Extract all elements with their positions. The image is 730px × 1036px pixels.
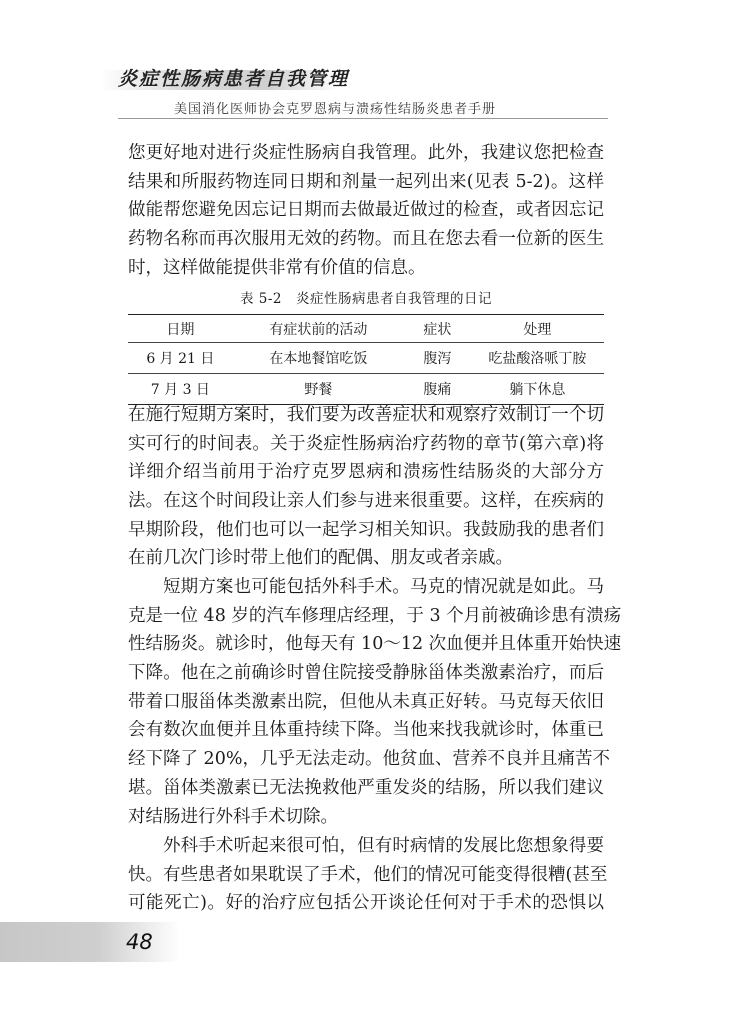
self-management-diary-table (128, 314, 604, 405)
text-line: 早期阶段，他们也可以一起学习相关知识。我鼓励我的患者们 (128, 519, 604, 540)
text-line: 药物名称而再次服用无效的药物。而且在您去看一位新的医生 (128, 229, 604, 250)
text-line: 外科手术听起来很可怕，但有时病情的发展比您想象得要 (163, 836, 604, 856)
text-line: 您更好地对进行炎症性肠病自我管理。此外，我建议您把检查 (128, 143, 604, 163)
text-line: 结果和所服药物连同日期和剂量一起列出来(见表 5-2)。这样 (128, 171, 604, 192)
table-row (128, 374, 604, 405)
cell-date: 7 月 3 日 (128, 374, 233, 405)
column-header-symptom: 症状 (404, 315, 471, 343)
text-line: 在前几次门诊时带上他们的配偶、朋友或者亲戚。 (128, 548, 513, 569)
text-line: 经下降了 20%，几乎无法走动。他贫血、营养不良并且痛苦不 (128, 749, 610, 770)
cell-activity: 在本地餐馆吃饭 (233, 343, 404, 374)
text-line: 短期方案也可能包括外科手术。马克的情况就是如此。马 (163, 577, 604, 597)
paragraph-3 (128, 573, 622, 831)
text-line: 可能死亡)。好的治疗应包括公开谈论任何对于手术的恐惧以 (128, 893, 604, 914)
text-line: 性结肠炎。就诊时，他每天有 10～12 次血便并且体重开始快速 (128, 634, 622, 655)
text-line: 克是一位 48 岁的汽车修理店经理，于 3 个月前被确诊患有溃疡 (128, 605, 622, 626)
column-header-activity: 有症状前的活动 (233, 315, 404, 343)
running-header-title: 炎症性肠病患者自我管理 (118, 68, 350, 90)
cell-treatment: 躺下休息 (471, 374, 604, 405)
cell-activity: 野餐 (233, 374, 404, 405)
table-caption: 表 5-2 炎症性肠病患者自我管理的日记 (239, 291, 493, 307)
cell-symptom: 腹泻 (404, 343, 471, 374)
text-line: 实可行的时间表。关于炎症性肠病治疗药物的章节(第六章)将 (128, 433, 604, 454)
table-header-row (128, 315, 604, 343)
paragraph-2 (128, 401, 604, 573)
column-header-date: 日期 (128, 315, 233, 343)
cell-date: 6 月 21 日 (128, 343, 233, 374)
paragraph-1 (128, 139, 604, 282)
text-line: 堪。甾体类激素已无法挽救他严重发炎的结肠，所以我们建议 (128, 777, 604, 798)
footer-band (0, 922, 180, 962)
paragraph-4 (128, 832, 608, 918)
running-header-subtitle: 美国消化医师协会克罗恩病与溃疡性结肠炎患者手册 (174, 102, 497, 117)
text-line: 在施行短期方案时，我们要为改善症状和观察疗效制订一个切 (128, 405, 604, 425)
text-line: 快。有些患者如果耽误了手术，他们的情况可能变得很糟(甚至 (128, 864, 608, 885)
cell-treatment: 吃盐酸洛哌丁胺 (471, 343, 604, 374)
text-line: 会有数次血便并且体重持续下降。当他来找我就诊时，体重已 (128, 720, 604, 741)
header-rule (118, 118, 608, 119)
text-line: 对结肠进行外科手术切除。 (128, 806, 338, 827)
table-row (128, 343, 604, 374)
cell-symptom: 腹痛 (404, 374, 471, 405)
column-header-treatment: 处理 (471, 315, 604, 343)
text-line: 法。在这个时间段让亲人们参与进来很重要。这样，在疾病的 (128, 491, 604, 512)
text-line: 带着口服甾体类激素出院，但他从未真正好转。马克每天依旧 (128, 691, 604, 712)
text-line: 做能帮您避免因忘记日期而去做最近做过的检查，或者因忘记 (128, 200, 604, 221)
text-line: 下降。他在之前确诊时曾住院接受静脉甾体类激素治疗，而后 (128, 663, 604, 684)
text-line: 详细介绍当前用于治疗克罗恩病和溃疡性结肠炎的大部分方 (128, 462, 604, 483)
page-number: 48 (126, 930, 153, 954)
text-line: 时，这样做能提供非常有价值的信息。 (128, 257, 426, 278)
